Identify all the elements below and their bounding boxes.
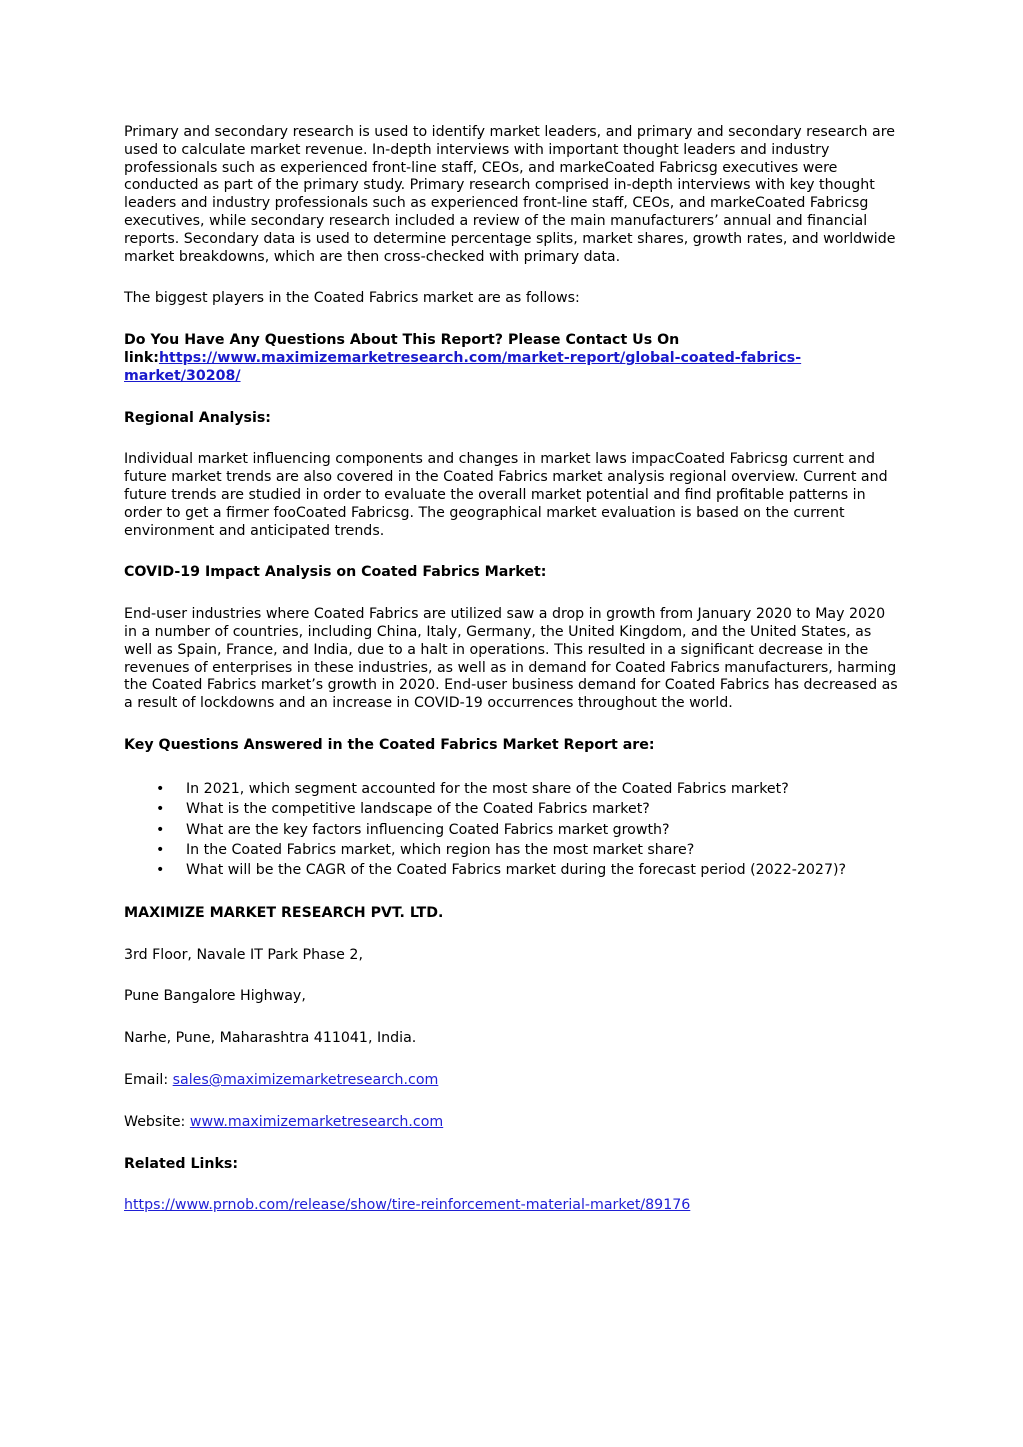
bullet-icon: •: [156, 841, 165, 858]
bullet-icon: •: [156, 801, 165, 818]
company-name: MAXIMIZE MARKET RESEARCH PVT. LTD.: [124, 904, 444, 921]
questions-heading: Key Questions Answered in the Coated Fabrics Market Report are:: [124, 736, 655, 753]
email-label: Email:: [124, 1071, 173, 1088]
regional-heading: Regional Analysis:: [124, 409, 271, 426]
list-item: [156, 779, 900, 799]
bullet-icon: •: [156, 821, 165, 838]
list-item-text: What will be the CAGR of the Coated Fabrics market during the forecast period (2022-2027)?: [186, 862, 847, 879]
contact-prefix: Do You Have Any Questions About This Report? Please Contact Us On link:: [124, 332, 680, 366]
contact-paragraph: [124, 332, 900, 385]
research-paragraph: Primary and secondary research is used to identify market leaders, and primary and secondary research are used to calculate market revenue. In-depth interviews with important thought leaders and industry professionals such as experienced front-line staff, CEOs, and markeCoated Fabricsg executives were conducted as part of the primary study. Primary research comprised in-depth interviews with key thought leaders and industry professionals such as experienced front-line staff, CEOs, and markeCoated Fabricsg executives, while secondary research included a review of the main manufacturers’ annual and financial reports. Secondary data is used to determine percentage splits, market shares, growth rates, and worldwide market breakdowns, which are then cross-checked with primary data.: [124, 124, 896, 265]
list-item-text: What is the competitive landscape of the Coated Fabrics market?: [186, 801, 650, 818]
address-line-2: Pune Bangalore Highway,: [124, 988, 306, 1005]
document-page: [124, 124, 900, 1239]
questions-list: [124, 779, 900, 881]
related-link[interactable]: https://www.prnob.com/release/show/tire-reinforcement-material-market/89176: [124, 1197, 691, 1214]
related-link-line: [124, 1197, 900, 1215]
list-item-text: What are the key factors influencing Coated Fabrics market growth?: [186, 821, 670, 838]
list-item-text: In the Coated Fabrics market, which region has the most market share?: [186, 841, 695, 858]
address-line-1: 3rd Floor, Navale IT Park Phase 2,: [124, 946, 363, 963]
covid-heading: COVID-19 Impact Analysis on Coated Fabrics Market:: [124, 564, 547, 581]
list-item-text: In 2021, which segment accounted for the most share of the Coated Fabrics market?: [186, 780, 789, 797]
list-item: [156, 860, 900, 880]
bullet-icon: •: [156, 780, 165, 797]
related-links-heading: Related Links:: [124, 1155, 239, 1172]
list-item: [156, 799, 900, 819]
website-link[interactable]: www.maximizemarketresearch.com: [189, 1113, 444, 1130]
report-link[interactable]: https://www.maximizemarketresearch.com/market-report/global-coated-fabrics-market/30208/: [124, 349, 802, 384]
covid-paragraph: End-user industries where Coated Fabrics are utilized saw a drop in growth from January 2020 to May 2020 in a number of countries, including China, Italy, Germany, the United Kingdom, and the United States, as well as Spain, France, and India, due to a halt in operations. This resulted in a significant decrease in the revenues of enterprises in these industries, as well as in demand for Coated Fabrics manufacturers, harming the Coated Fabrics market’s growth in 2020. End-user business demand for Coated Fabrics has decreased as a result of lockdowns and an increase in COVID-19 occurrences throughout the world.: [124, 606, 898, 712]
email-line: [124, 1072, 900, 1090]
address-line-3: Narhe, Pune, Maharashtra 411041, India.: [124, 1030, 417, 1047]
website-line: [124, 1114, 900, 1132]
regional-paragraph: Individual market influencing components and changes in market laws impacCoated Fabricsg current and future market trends are also covered in the Coated Fabrics market analysis regional overview. Current and future trends are studied in order to evaluate the overall market potential and find profitable patterns in order to get a firmer fooCoated Fabricsg. The geographical market evaluation is based on the current environment and anticipated trends.: [124, 451, 888, 539]
list-item: [156, 820, 900, 840]
bullet-icon: •: [156, 862, 165, 879]
website-label: Website:: [124, 1113, 190, 1130]
list-item: [156, 840, 900, 860]
email-link[interactable]: sales@maximizemarketresearch.com: [172, 1071, 439, 1088]
players-paragraph: The biggest players in the Coated Fabrics market are as follows:: [124, 290, 580, 307]
